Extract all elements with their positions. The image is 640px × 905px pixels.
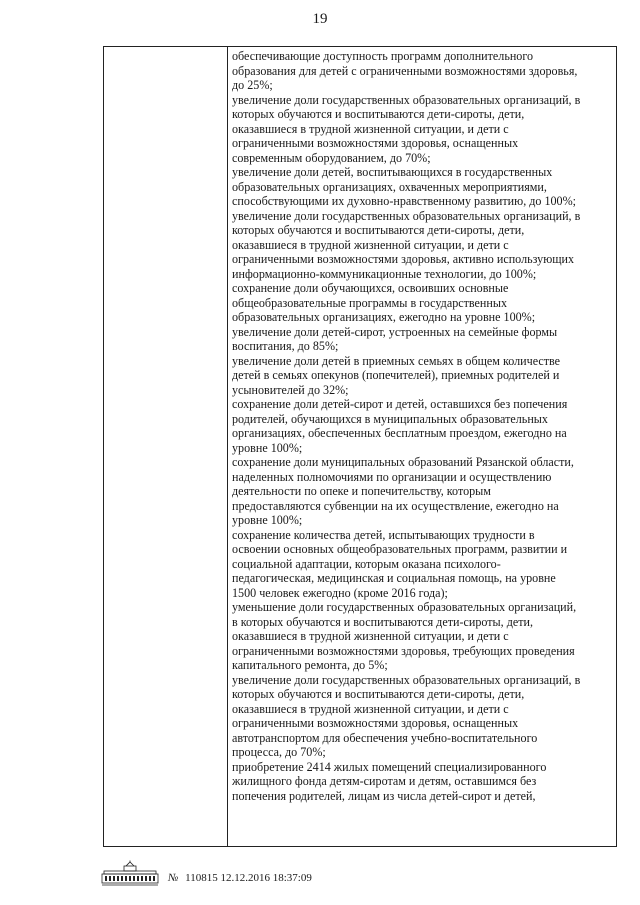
text-line: капитального ремонта, до 5%; [232,658,388,672]
text-line: воспитания, до 85%; [232,339,339,353]
text-line: общеобразовательные программы в государственных [232,295,508,310]
text-line: оказавшиеся в трудной жизненной ситуации, и дети с [232,701,509,716]
text-line: оказавшиеся в трудной жизненной ситуации, и дети с [232,237,509,252]
text-line: которых обучаются и воспитываются дети-сироты, дети, [232,687,525,701]
text-line: усыновителей до 32%; [232,382,349,397]
text-line: оказавшиеся в трудной жизненной ситуации, и дети с [232,121,509,136]
text-line: предоставляются субвенции на их осуществление, ежегодно на [232,498,559,513]
text-line: сохранение доли муниципальных образований Рязанской области, [232,455,574,469]
text-line: способствующими их духовно-нравственному развитию, до 100%; [232,194,577,208]
registration-text: 110815 12.12.2016 18:37:09 [185,872,312,884]
text-line: родителей, обучающихся в муниципальных образовательных [232,411,548,426]
text-line: которых обучаются и воспитываются дети-сироты, дети, [232,223,525,237]
footer [100,860,420,890]
page-number: 19 [312,11,328,27]
text-line: уменьшение доли государственных образовательных организаций, [232,600,577,614]
text-line: современным оборудованием, до 70%; [232,150,431,165]
table-left-column [104,47,228,846]
text-line: образования для детей с ограниченными возможностями здоровья, [232,63,578,78]
government-building-emblem-icon [100,860,160,888]
text-line: оказавшиеся в трудной жизненной ситуации, и дети с [232,629,509,643]
text-line: которых обучаются и воспитываются дети-сироты, дети, [232,107,525,121]
text-line: освоении основных общеобразовательных программ, развитии и [232,542,568,556]
text-line: увеличение доли государственных образовательных организаций, в [232,208,581,223]
text-line: сохранение доли обучающихся, освоивших основные [232,281,509,295]
text-line: образовательных организациях, ежегодно на уровне 100%; [232,310,536,324]
text-line: ограниченными возможностями здоровья, оснащенных [232,136,519,150]
text-line: 1500 человек ежегодно (кроме 2016 года); [232,585,448,600]
text-line: увеличение доли детей-сирот, устроенных на семейные формы [232,324,558,339]
text-line: увеличение доли детей, воспитывающихся в государственных [232,165,553,179]
text-line: автотранспортом для обеспечения учебно-воспитательного [232,730,538,745]
text-line: деятельности по опеке и попечительству, которым [232,484,491,498]
registration-mark: № [168,872,179,884]
text-line: увеличение доли государственных образовательных организаций, в [232,672,581,687]
text-line: обеспечивающие доступность программ дополнительного [232,49,534,63]
text-line: наделенных полномочиями по организации и осуществлению [232,469,552,484]
text-line: детей в семьях опекунов (попечителей), приемных родителей и [232,368,560,382]
text-line: ограниченными возможностями здоровья, активно использующих [232,252,575,266]
text-line: попечения родителей, лицам из числа детей-сирот и детей, [232,788,536,803]
text-line: уровне 100%; [232,440,303,455]
document-table [103,46,617,847]
text-line: сохранение количества детей, испытывающих трудности в [232,527,535,542]
text-line: процесса, до 70%; [232,745,326,759]
text-line: приобретение 2414 жилых помещений специализированного [232,759,547,774]
text-line: ограниченными возможностями здоровья, оснащенных [232,716,519,730]
text-line: социальной адаптации, которым оказана психолого- [232,556,501,571]
table-right-column [232,49,612,846]
text-line: уровне 100%; [232,513,303,527]
text-line: образовательных организациях, охваченных мероприятиями, [232,179,547,194]
text-line: педагогическая, медицинская и социальная помощь, на уровне [232,571,556,585]
text-line: в которых обучаются и воспитываются дети-сироты, дети, [232,614,534,629]
registration-stamp [168,872,312,884]
text-line: ограниченными возможностями здоровья, требующих проведения [232,643,575,658]
text-line: жилищного фонда детям-сиротам и детям, оставшимся без [232,774,537,788]
text-line: до 25%; [232,78,273,92]
text-line: организациях, обеспеченных бесплатным проездом, ежегодно на [232,426,567,440]
text-line: увеличение доли государственных образовательных организаций, в [232,92,581,107]
text-line: сохранение доли детей-сирот и детей, оставшихся без попечения [232,397,568,411]
text-line: информационно-коммуникационные технологии, до 100%; [232,266,537,281]
text-line: увеличение доли детей в приемных семьях в общем количестве [232,353,561,368]
